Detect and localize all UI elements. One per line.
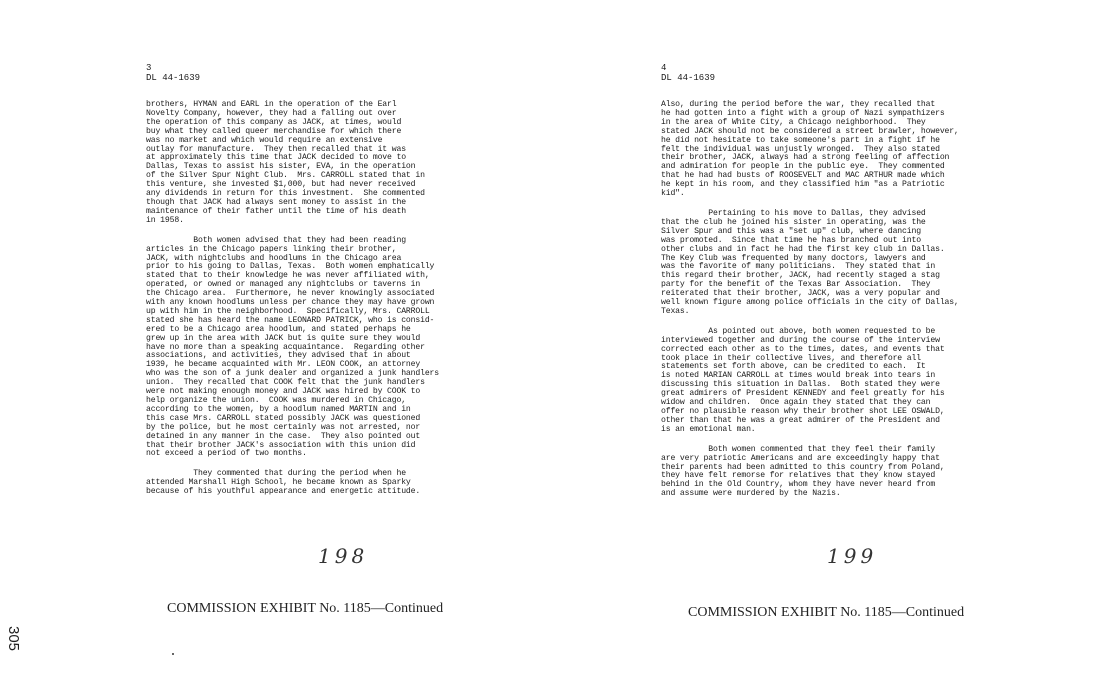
paragraph: Pertaining to his move to Dallas, they advised that the club he joined his sister in operating, was the Silver Spur and this was a "set up" club, where dancing was promoted. Since that time he has branched out into other clubs and in fact he had the first key club in Dallas. The Key Club was frequented by many doctors, lawyers and was the favorite of many politicians. They stated that in this regard their brother, JACK, had recently staged a stag party for the benefit of the Texas Bar Association. They reiterated that their brother, JACK, was a very popular and well known figure among police officials in the city of Dallas, Texas. [661,208,959,316]
handwritten-page-number: 198 [318,544,369,568]
file-number: DL 44-1639 [661,73,716,83]
body-text [661,101,959,510]
paragraph: Also, during the period before the war, they recalled that he had gotten into a fight with a group of Nazi sympathizers in the area of White City, a Chicago neighborhood. They stated JACK should not be considered a street brawler, however, he did not hesitate to take someone's part in a fight if he felt the individual was unjustly wronged. They also stated their brother, JACK, always had a strong feeling of affection and admiration for people in the public eye. They commented that he had had busts of ROOSEVELT and MAC ARTHUR made which he kept in his room, and they classified him "as a Patriotic kid". [661,100,959,199]
paragraph: They commented that during the period when he attended Marshall High School, he became known as Sparky because of his youthful appearance and energetic attitude. [146,469,421,497]
file-number: DL 44-1639 [146,73,201,83]
right-document-page [547,0,1094,691]
body-text [146,101,439,508]
page-number: 3 [146,63,152,73]
paragraph: As pointed out above, both women requested to be interviewed together and during the course of the interview corrected each other as to the times, dates, and events that took place in their collective lives, and therefore all statements set forth above, can be credited to each. It is noted MARIAN CARROLL at times would break into tears in discussing this situation in Dallas. Both stated they were great admirers of President KENNEDY and feel greatly for his widow and children. Once again they stated that they can offer no plausible reason why their brother shot LEE OSWALD, other than that he was a great admirer of the President and is an emotional man. [661,326,945,434]
scan-speck [172,653,174,655]
exhibit-caption: COMMISSION EXHIBIT No. 1185—Continued [167,601,444,616]
page-number: 4 [661,63,667,73]
paragraph: Both women advised that they had been reading articles in the Chicago papers linking their brother, JACK, with nightclubs and hoodlums in the Chicago area prior to his going to Dallas, Texas. Both women emphatically stated that to their knowledge he was never affiliated with, operated, or owned or managed any nightclubs or taverns in the Chicago area. Furthermore, he never knowingly associated with any known hoodlums unless per chance they may have grown up with him in the neighborhood. Specifically, Mrs. CARROLL stated she has heard the name LEONARD PATRICK, who is consid- ered to be a Chicago area hoodlum, and stated perhaps he grew up in the area with JACK but is quite sure they would have no more than a speaking acquaintance. Regarding other associations, and activities, they advised that in about 1939, he became acquainted with Mr. LEON COOK, an attorney who was the son of a junk dealer and organized a junk handlers union. They recalled that COOK felt that the junk handlers were not making enough money and JACK was hired by COOK to help organize the union. COOK was murdered in Chicago, according to the women, by a hoodlum named MARTIN and in this case Mrs. CARROLL stated possibly JACK was questioned by the police, but he most certainly was not arrested, nor detained in any manner in the case. They also pointed out that their brother JACK's association with this union did not exceed a period of two months. [146,235,439,459]
paragraph: brothers, HYMAN and EARL in the operation of the Earl Novelty Company, however, they had a falling out over the operation of this company as JACK, at times, would buy what they called queer merchandise for which there was no market and which would require an extensive outlay for manufacture. They then recalled that it was at approximately this time that JACK decided to move to Dallas, Texas to assist his sister, EVA, in the operation of the Silver Spur Night Club. Mrs. CARROLL stated that in this venture, she invested $1,000, but had never received any dividends in return for this investment. She commented though that JACK had always sent money to assist in the maintenance of their father until the time of his death in 1958. [146,100,425,225]
paragraph: Both women commented that they feel their family are very patriotic Americans and are exceedingly happy that their parents had been admitted to this country from Poland, they have felt remorse for relatives that they know stayed behind in the Old Country, whom they have never heard from and assume were murdered by the Nazis. [661,444,945,499]
volume-page-number: 305 [5,626,22,652]
handwritten-page-number: 199 [827,544,878,568]
exhibit-caption: COMMISSION EXHIBIT No. 1185—Continued [688,605,965,620]
